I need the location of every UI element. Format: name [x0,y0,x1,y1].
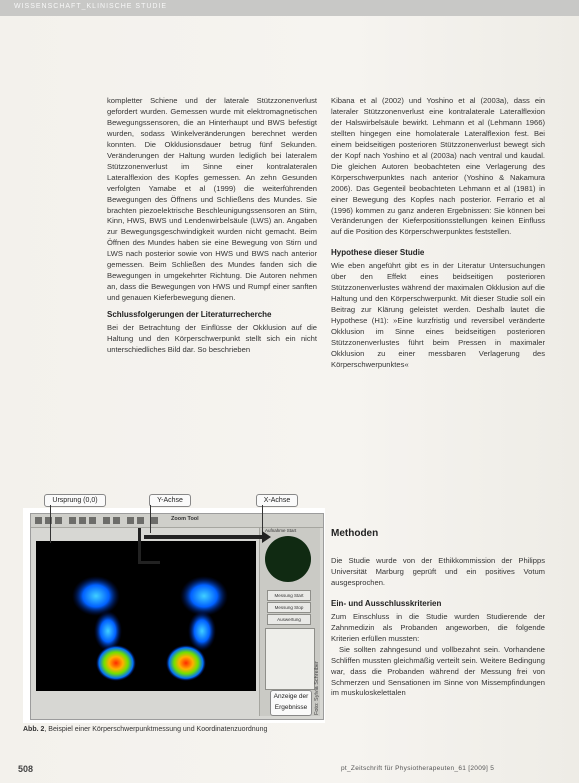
figure-caption-number: Abb. 2 [23,726,45,733]
results-panel [265,628,315,690]
toolbar-button [151,517,158,524]
methods-criteria-item: Sie sollten zahngesund und vollbezahnt sein. Vorhandene Schliffen mussten gleichmäßig verteilt sein. Weitere Bedingung war, dass die Probanden während der Messung frei von Schmerzen und Sensationen im Sinne von Missempfindungen im muskuloskelettalen [331,644,545,698]
callout-results: Anzeige der Ergebnisse [270,690,312,716]
x-axis-arrowhead [262,531,271,543]
callout-y-axis: Y-Achse [149,494,191,507]
callout-x-pointer [262,505,263,533]
right-foot-heel [166,645,206,681]
toolbar-button [55,517,62,524]
callout-origin-pointer [50,505,51,543]
toolbar-button [89,517,96,524]
left-column-subheading: Schlussfolgerungen der Literaturrecherche [107,310,272,320]
left-column-conclusion: Bei der Betrachtung der Einflüsse der Okklusion auf die Haltung und den Körperschwerpunkt stellt sich ein nicht unterschiedliches Bild dar. So beschrieben [107,323,317,354]
software-window [30,513,324,720]
methods-column [331,556,545,699]
side-panel-label: Aufnahme Start [265,528,297,533]
x-axis-arrow [144,535,264,539]
right-column [331,96,545,371]
toolbar-button [113,517,120,524]
left-column [107,96,317,356]
measure-stop-button[interactable]: Messung Stop [267,602,311,613]
balance-indicator [265,536,311,582]
figure-caption [23,726,267,733]
toolbar-button [103,517,110,524]
left-foot-midfoot [94,611,122,651]
software-toolbar [31,514,323,528]
running-header-title: WISSENSCHAFT_KLINISCHE STUDIE [14,3,168,10]
right-foot-midfoot [188,611,216,651]
software-side-panel [259,528,320,716]
callout-y-pointer [150,505,151,533]
callout-x-axis: X-Achse [256,494,298,507]
left-column-paragraph: kompletter Schiene und der laterale Stützzonenverlust gefordert wurden. Gemessen wurde mit elektromagnetischen Bewegungssensoren, die an Hinterhaupt und BWS befestigt wurden, sodass Winkelveränderungen berechnet werden konnten. Die Okklusionsdauer betrug fünf Sekunden. Veränderungen der Haltung wurden lediglich bei lateralem Stützzonenverlust im Sinne einer kontralateralen Lateralflexion des Kopfes gemessen. An zehn Gesunden verfolgten Yamabe et al (1999) die weiterführenden Bewegungen des Öffnens und Schließens des Mundes. Sie brachten piezoelektrische Beschleunigungssensoren an Stirn, Kinn, HWS, BWS und Lendenwirbelsäule (LWS) an. Angaben zur Bewegungsgeschwindigkeit wurden nicht gemacht. Beim Öffnen des Mundes haben sie eine Bewegung von Stirn und LWS nach posterior sowie von HWS und BWS nach anterior gemessen. Beim Schließen des Mundes fanden sich die Bewegungen in umgekehrter Richtung. Die Autoren nehmen an, dass die Bewegungen von HWS und Rumpf einer sanften und genauen Kieferbewegung dienen. [107,96,317,303]
evaluation-button[interactable]: Auswertung [267,614,311,625]
toolbar-button [137,517,144,524]
y-axis-arrow-shaft [138,528,141,564]
right-column-subheading: Hypothese dieser Studie [331,248,425,258]
left-foot-forefoot [72,576,120,616]
callout-origin: Ursprung (0,0) [44,494,106,507]
toolbar-button [35,517,42,524]
toolbar-button [79,517,86,524]
right-foot-forefoot [180,576,228,616]
photo-credit: Foto: Sylvia Schreiber [314,661,320,715]
methods-intro: Die Studie wurde von der Ethikkommission der Philipps Universität Marburg geprüft und ein positives Votum ausgesprochen. [331,556,545,587]
methods-heading: Methoden [331,528,379,539]
left-foot-heel [96,645,136,681]
figure-caption-separator: , [44,726,49,733]
y-axis-arrow-foot [138,561,160,564]
toolbar-button [69,517,76,524]
toolbar-button [127,517,134,524]
toolbar-label: Zoom Tool [171,516,199,522]
page-number: 508 [18,764,34,774]
figure-caption-text: Beispiel einer Körperschwerpunktmessung und Koordinatenzuordnung [48,726,268,733]
right-column-paragraph: Kibana et al (2002) und Yoshino et al (2003a), dass ein lateraler Stützzonenverlust eine kontralaterale Lateralflexion der Halswirbelsäule bewirkt. Lehmann et al (Lehmann 1966) stellten hingegen eine homolaterale Lateralflexion fest. Bei einem beidseitigen posterioren Stützzonenverlust bewegt sich der Kopf nach Yoshino et al (2003a) nach ventral und kaudal. Die gleichen Autoren beobachteten eine Verlagerung des Körperschwerpunktes nach anterior (Yoshino & Nakamura 2006). Das Gegenteil beobachteten Lehmann et al (1981) in einer Bewegung des Kopfes nach posterior. Ferrario et al (1996) kommen zu ganz anderen Ergebnissen: Sie können bei Veränderungen der Kieferpositionsstellungen keinen Einfluss auf die Position des Körperschwerpunktes feststellen. [331,96,545,237]
measure-start-button[interactable]: Messung Start [267,590,311,601]
right-column-hypothesis: Wie eben angeführt gibt es in der Literatur Untersuchungen über den Effekt eines beidseitigen posterioren Stützzonenverlustes während der maximalen Okklusion auf die Haltung und den Körperschwerpunkt. Mit dieser Studie soll ein Beitrag zur Klärung geleistet werden. Deshalb lautet die Hypothese (H1): »Eine kurzfristig und reversibel veränderte Okklusion im Sinne eines beidseitigen posterioren Stützzonenverlustes führt beim Pressen in maximaler Okklusion zu einer messbaren Verlagerung des Körperschwerpunktes« [331,261,545,369]
methods-subheading: Ein- und Ausschlusskriterien [331,598,442,608]
journal-footer: pt_Zeitschrift für Physiotherapeuten_61 [2009] 5 [341,765,495,772]
methods-criteria: Zum Einschluss in die Studie wurden Studierende der Zahnmedizin als Probanden angeworben, die folgende Kriterien erfüllen mussten: [331,611,545,643]
